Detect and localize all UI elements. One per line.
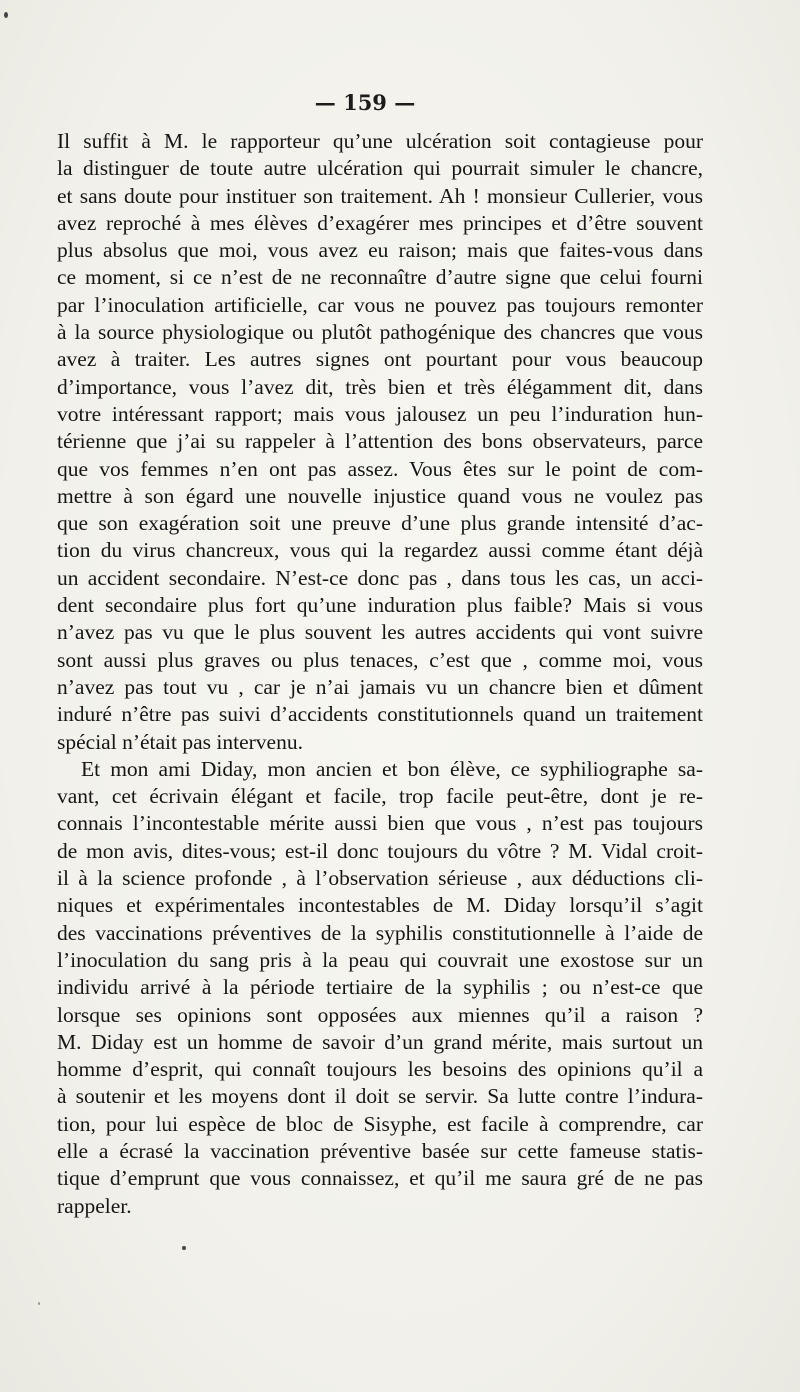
ink-speck <box>182 1246 186 1250</box>
text-line: Et mon ami Diday, mon ancien et bon élève, ce syphiliographe sa- <box>81 756 703 781</box>
text-line: sont aussi plus graves ou plus tenaces, c’est que , comme moi, vous <box>57 647 703 672</box>
paragraph-1 <box>57 128 703 756</box>
text-line: n’avez pas tout vu , car je n’ai jamais vu un chancre bien et dûment <box>57 674 703 699</box>
text-line: térienne que j’ai su rappeler à l’attention des bons observateurs, parce <box>57 429 703 454</box>
text-line: ce moment, si ce n’est de ne reconnaître d’autre signe que celui fourni <box>57 265 703 290</box>
ink-speck <box>4 12 8 18</box>
text-line: connais l’incontestable mérite aussi bien que vous , n’est pas toujours <box>57 811 703 836</box>
paragraph-2 <box>57 756 703 1220</box>
page-number: — 159 — <box>314 90 416 115</box>
text-line: des vaccinations préventives de la syphilis constitutionnelle à l’aide de <box>57 920 703 945</box>
text-line: lorsque ses opinions sont opposées aux miennes qu’il a raison ? <box>57 1002 703 1027</box>
text-line: que son exagération soit une preuve d’une plus grande intensité d’ac- <box>57 511 703 536</box>
text-line: tion du virus chancreux, vous qui la regardez aussi comme étant déjà <box>57 538 703 563</box>
text-line: et sans doute pour instituer son traitement. Ah ! monsieur Cullerier, vous <box>57 183 703 208</box>
text-line: par l’inoculation artificielle, car vous ne pouvez pas toujours remonter <box>57 292 703 317</box>
text-line: niques et expérimentales incontestables de M. Diday lorsqu’il s’agit <box>57 893 703 918</box>
text-line: tique d’emprunt que vous connaissez, et qu’il me saura gré de ne pas <box>57 1166 703 1191</box>
text-line: que vos femmes n’en ont pas assez. Vous êtes sur le point de com- <box>57 456 703 481</box>
text-line: la distinguer de toute autre ulcération qui pourrait simuler le chancre, <box>57 156 703 181</box>
text-line: avez reproché à mes élèves d’exagérer mes principes et d’être souvent <box>57 210 703 235</box>
text-line: vant, cet écrivain élégant et facile, trop facile peut-être, dont je re- <box>57 784 703 809</box>
text-line: de mon avis, dites-vous; est-il donc toujours du vôtre ? M. Vidal croit- <box>57 838 703 863</box>
text-line: homme d’esprit, qui connaît toujours les besoins des opinions qu’il a <box>57 1057 703 1082</box>
text-line: l’inoculation du sang pris à la peau qui couvrait une exostose sur un <box>57 947 703 972</box>
text-line: mettre à son égard une nouvelle injustice quand vous ne voulez pas <box>57 483 703 508</box>
text-line: tion, pour lui espèce de bloc de Sisyphe, est facile à comprendre, car <box>57 1111 703 1136</box>
text-line: n’avez pas vu que le plus souvent les autres accidents qui vont suivre <box>57 620 703 645</box>
text-line: d’importance, vous l’avez dit, très bien et très élégamment dit, dans <box>57 374 703 399</box>
text-line: un accident secondaire. N’est-ce donc pas , dans tous les cas, un acci- <box>57 565 703 590</box>
text-line: Il suffit à M. le rapporteur qu’une ulcération soit contagieuse pour <box>57 129 703 153</box>
text-line: M. Diday est un homme de savoir d’un grand mérite, mais surtout un <box>57 1029 703 1054</box>
text-line: rappeler. <box>57 1193 132 1218</box>
text-line: induré n’être pas suivi d’accidents constitutionnels quand un traitement <box>57 702 703 727</box>
text-line: plus absolus que moi, vous avez eu raison; mais que faites-vous dans <box>57 238 703 263</box>
text-line: dent secondaire plus fort qu’une induration plus faible? Mais si vous <box>57 593 703 618</box>
text-line: elle a écrasé la vaccination préventive basée sur cette fameuse statis- <box>57 1138 703 1163</box>
text-line: individu arrivé à la période tertiaire de la syphilis ; ou n’est-ce que <box>57 975 703 1000</box>
text-line: à la source physiologique ou plutôt pathogénique des chancres que vous <box>57 320 703 345</box>
text-line: spécial n’était pas intervenu. <box>57 729 303 754</box>
text-line: il à la science profonde , à l’observation sérieuse , aux déductions cli- <box>57 866 703 891</box>
text-line: avez à traiter. Les autres signes ont pourtant pour vous beaucoup <box>57 347 703 372</box>
text-line: votre intéressant rapport; mais vous jalousez un peu l’induration hun- <box>57 401 703 426</box>
ink-speck <box>38 1302 40 1305</box>
text-line: à soutenir et les moyens dont il doit se servir. Sa lutte contre l’indura- <box>57 1084 703 1109</box>
body-text <box>57 128 703 1220</box>
